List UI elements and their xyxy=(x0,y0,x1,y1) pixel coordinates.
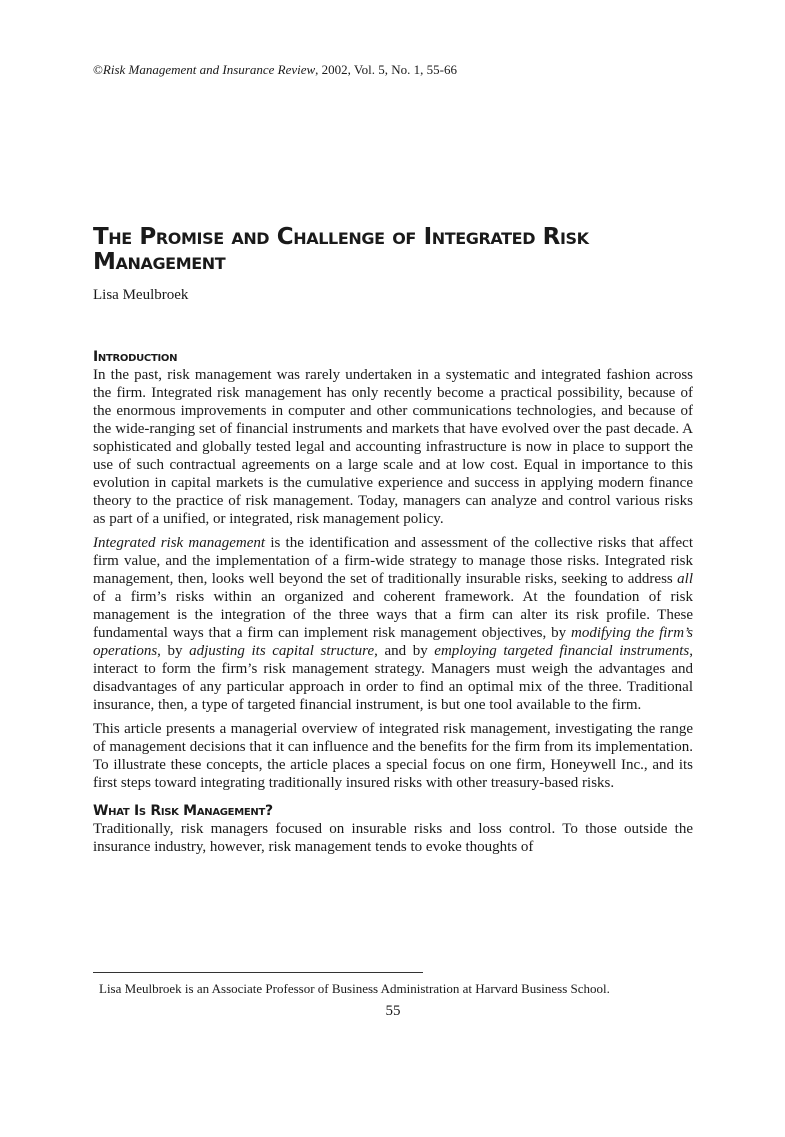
section-heading-introduction: Introduction xyxy=(93,349,178,365)
copyright-symbol: © xyxy=(93,62,103,77)
paragraph-4: Traditionally, risk managers focused on insurable risks and loss control. To those outside the insurance industry, however, risk management tends to evoke thoughts of xyxy=(93,821,693,855)
author-name: Lisa Meulbroek xyxy=(93,287,189,303)
paragraph-2-text-c: , by xyxy=(157,643,190,659)
paragraph-2-text-e: , interact to form the firm’s risk management strategy. Managers must weigh the advantages and disadvantages of any particular approach in order to find an optimal mix of the three. Traditional insurance, then, a type of targeted financial instrument, is but one tool available to the firm. xyxy=(93,643,694,713)
footnote-rule xyxy=(93,972,423,973)
section-heading-what-is-risk-management: What Is Risk Management? xyxy=(93,803,273,819)
journal-details: , 2002, Vol. 5, No. 1, 55-66 xyxy=(315,62,457,77)
page xyxy=(93,0,693,1137)
emphasis-capital-structure: adjusting its capital structure xyxy=(189,643,375,659)
term-integrated-risk-management: Integrated risk management xyxy=(93,535,266,551)
emphasis-all: all xyxy=(677,571,693,587)
paragraph-2-text-b: of a firm’s risks within an organized and coherent framework. At the foundation of risk management is the integration of the three ways that a firm can alter its risk profile. These fundamental ways that a firm can implement risk management objectives, by xyxy=(93,589,693,641)
paragraph-3: This article presents a managerial overview of integrated risk management, investigating the range of management decisions that it can influence and the benefits for the firm from its implementation. To illustrate these concepts, the article places a special focus on one firm, Honeywell Inc., and its first steps toward integrating traditionally insured risks with other treasury-based risks. xyxy=(93,721,693,791)
article-title: The Promise and Challenge of Integrated Risk Management xyxy=(93,224,589,275)
paragraph-1: In the past, risk management was rarely undertaken in a systematic and integrated fashion across the firm. Integrated risk management has only recently become a practical possibility, because of the enormous improvements in computer and other communications technologies, and because of the wide-ranging set of financial instruments and markets that have evolved over the past decade. A sophisticated and globally tested legal and accounting infrastructure is now in place to support the use of such contractual agreements on a large scale and at low cost. Equal in importance to this evolution in capital markets is the cumulative experience and success in applying modern finance theory to the practice of risk management. Today, managers can analyze and control various risks as part of a unified, or integrated, risk management policy. xyxy=(93,367,693,527)
emphasis-operations: modifying the firm’s operations xyxy=(93,625,693,659)
paragraph-2 xyxy=(93,534,693,714)
journal-name: Risk Management and Insurance Review xyxy=(102,62,316,77)
article-body xyxy=(93,348,693,862)
page-number: 55 xyxy=(385,1003,401,1019)
paragraph-2-text-d: , and by xyxy=(374,643,435,659)
author-footnote: Lisa Meulbroek is an Associate Professor of Business Administration at Harvard Business School. xyxy=(99,981,610,996)
paragraph-2-text-a: is the identification and assessment of the collective risks that affect firm value, and the implementation of a firm-wide strategy to manage those risks. Integrated risk management, then, looks well beyond the set of traditionally insurable risks, seeking to address xyxy=(93,535,693,587)
running-head xyxy=(93,62,457,78)
emphasis-financial-instruments: employing targeted financial instruments xyxy=(434,643,690,659)
